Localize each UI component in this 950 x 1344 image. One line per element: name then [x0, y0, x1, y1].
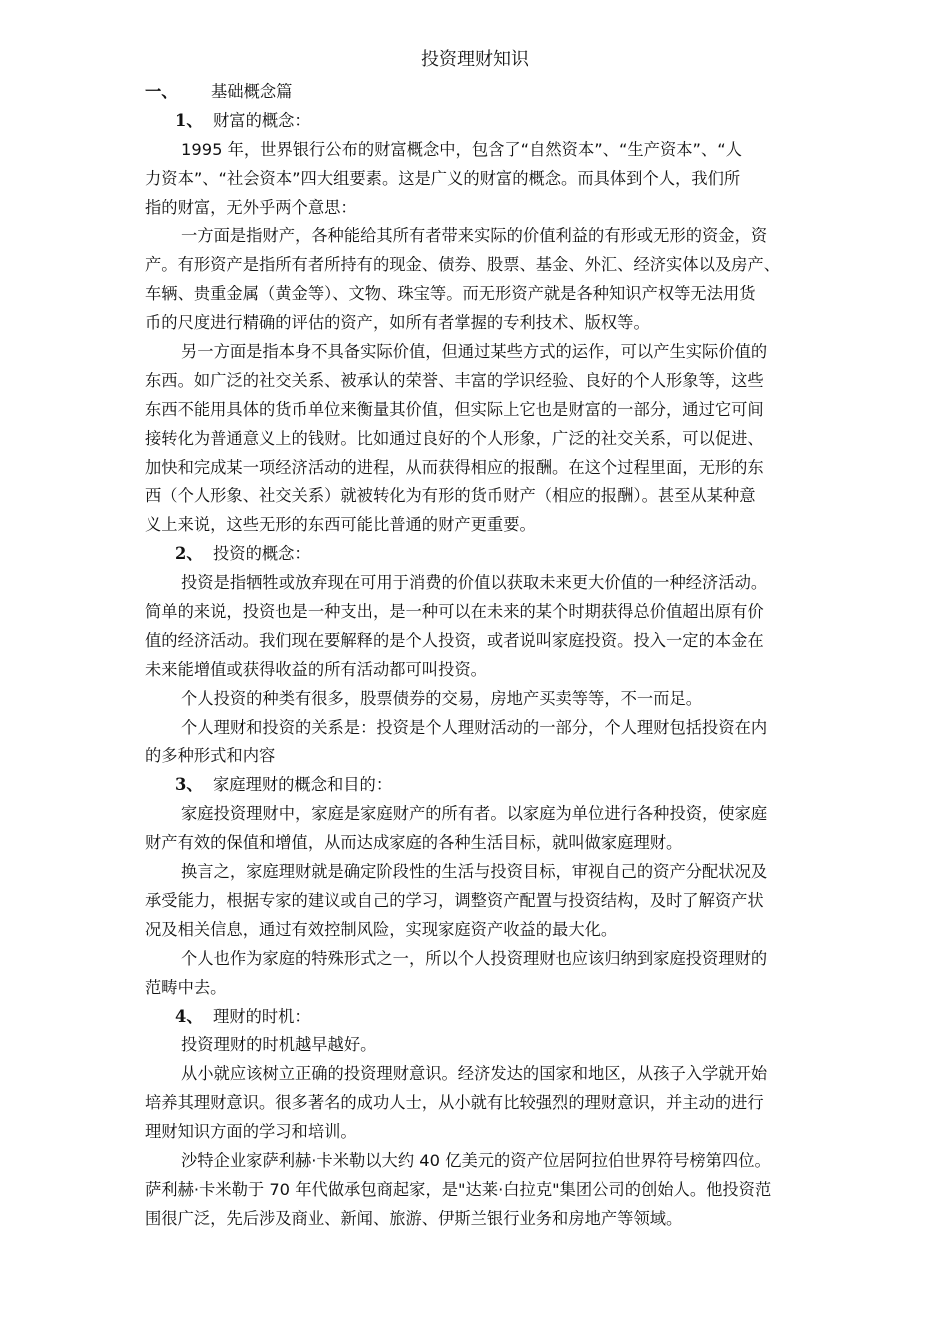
- paragraph-line: 承受能力，根据专家的建议或自己的学习，调整资产配置与投资结构，及时了解资产状: [145, 890, 764, 910]
- paragraph-line: 接转化为普通意义上的钱财。比如通过良好的个人形象，广泛的社交关系，可以促进、: [145, 428, 764, 448]
- paragraph: [145, 1147, 883, 1234]
- paragraph-line: 沙特企业家萨利赫·卡米勒以大约 40 亿美元的资产位居阿拉伯世界符号榜第四位。: [181, 1150, 771, 1170]
- paragraph-line: 币的尺度进行精确的评估的资产，如所有者掌握的专利技术、版权等。: [145, 313, 650, 333]
- paragraph-line: 一方面是指财产，各种能给其所有者带来实际的价值利益的有形或无形的资金，资: [181, 226, 768, 246]
- paragraph: [145, 685, 883, 714]
- paragraph-line: 产。有形资产是指所有者所持有的现金、债券、股票、基金、外汇、经济实体以及房产、: [145, 255, 780, 275]
- paragraph-line: 投资是指牺牲或放弃现在可用于消费的价值以获取未来更大价值的一种经济活动。: [181, 573, 768, 593]
- paragraph-line: 个人也作为家庭的特殊形式之一，所以个人投资理财也应该归纳到家庭投资理财的: [181, 948, 768, 968]
- paragraph: [145, 136, 883, 223]
- document-body: [145, 78, 883, 1234]
- paragraph-line: 另一方面是指本身不具备实际价值，但通过某些方式的运作，可以产生实际价值的: [181, 342, 768, 362]
- paragraph-line: 西（个人形象、社交关系）就被转化为有形的货币财产（相应的报酬）。甚至从某种意: [145, 486, 756, 506]
- subsection-number: 4、: [175, 1006, 203, 1026]
- paragraph-line: 从小就应该树立正确的投资理财意识。经济发达的国家和地区，从孩子入学就开始: [181, 1064, 768, 1084]
- paragraph: [145, 1031, 883, 1060]
- paragraph-line: 的多种形式和内容: [145, 746, 276, 766]
- subsection-heading-4: [145, 1003, 883, 1032]
- paragraph: [145, 945, 883, 1003]
- document-title: 投资理财知识: [421, 49, 529, 70]
- paragraph: [145, 714, 883, 772]
- paragraph-line: 力资本”、“社会资本”四大组要素。这是广义的财富的概念。而具体到个人，我们所: [145, 168, 741, 188]
- paragraph-line: 围很广泛，先后涉及商业、新闻、旅游、伊斯兰银行业务和房地产等领域。: [145, 1208, 683, 1228]
- paragraph-line: 车辆、贵重金属（黄金等）、文物、珠宝等。而无形资产就是各种知识产权等无法用货: [145, 284, 756, 304]
- subsection-number: 1、: [175, 110, 203, 130]
- section-number: 一、: [145, 82, 178, 101]
- paragraph-line: 况及相关信息，通过有效控制风险，实现家庭资产收益的最大化。: [145, 919, 618, 939]
- subsection-number: 3、: [175, 775, 203, 795]
- subsection-title: 财富的概念：: [213, 110, 311, 130]
- section-title: 基础概念篇: [211, 82, 293, 101]
- section-heading: [145, 78, 883, 107]
- paragraph-line: 义上来说，这些无形的东西可能比普通的财产更重要。: [145, 515, 536, 535]
- paragraph-line: 个人投资的种类有很多，股票债券的交易，房地产买卖等等，不一而足。: [181, 688, 703, 708]
- paragraph-line: 1995 年，世界银行公布的财富概念中，包含了“自然资本”、“生产资本”、“人: [181, 139, 742, 159]
- paragraph-line: 未来能增值或获得收益的所有活动都可叫投资。: [145, 659, 487, 679]
- paragraph: [145, 222, 883, 338]
- subsection-heading-3: [145, 771, 883, 800]
- paragraph-line: 换言之，家庭理财就是确定阶段性的生活与投资目标，审视自己的资产分配状况及: [181, 862, 768, 882]
- paragraph-line: 财产有效的保值和增值，从而达成家庭的各种生活目标，就叫做家庭理财。: [145, 833, 683, 853]
- paragraph-line: 投资理财的时机越早越好。: [181, 1035, 377, 1055]
- paragraph-line: 培养其理财意识。很多著名的成功人士，从小就有比较强烈的理财意识，并主动的进行: [145, 1093, 764, 1113]
- paragraph-line: 个人理财和投资的关系是：投资是个人理财活动的一部分，个人理财包括投资在内: [181, 717, 768, 737]
- subsection-heading-2: [145, 540, 883, 569]
- paragraph: [145, 338, 883, 540]
- subsection-heading-1: [145, 107, 883, 136]
- paragraph-line: 指的财富，无外乎两个意思：: [145, 197, 357, 217]
- paragraph-line: 范畴中去。: [145, 977, 227, 997]
- paragraph-line: 加快和完成某一项经济活动的进程，从而获得相应的报酬。在这个过程里面，无形的东: [145, 457, 764, 477]
- paragraph-line: 家庭投资理财中，家庭是家庭财产的所有者。以家庭为单位进行各种投资，使家庭: [181, 804, 768, 824]
- paragraph-line: 东西。如广泛的社交关系、被承认的荣誉、丰富的学识经验、良好的个人形象等，这些: [145, 370, 764, 390]
- paragraph-line: 东西不能用具体的货币单位来衡量其价值，但实际上它也是财富的一部分，通过它可间: [145, 399, 764, 419]
- paragraph: [145, 569, 883, 685]
- paragraph-line: 萨利赫·卡米勒于 70 年代做承包商起家，是"达莱·白拉克"集团公司的创始人。他投资范: [145, 1179, 772, 1199]
- subsection-title: 投资的概念：: [213, 544, 311, 564]
- subsection-title: 家庭理财的概念和目的：: [213, 775, 393, 795]
- paragraph-line: 简单的来说，投资也是一种支出，是一种可以在未来的某个时期获得总价值超出原有价: [145, 602, 764, 622]
- subsection-number: 2、: [175, 544, 203, 564]
- paragraph: [145, 1060, 883, 1147]
- paragraph: [145, 800, 883, 858]
- paragraph-line: 值的经济活动。我们现在要解释的是个人投资，或者说叫家庭投资。投入一定的本金在: [145, 630, 764, 650]
- subsection-title: 理财的时机：: [213, 1006, 311, 1026]
- paragraph-line: 理财知识方面的学习和培训。: [145, 1122, 357, 1142]
- paragraph: [145, 858, 883, 945]
